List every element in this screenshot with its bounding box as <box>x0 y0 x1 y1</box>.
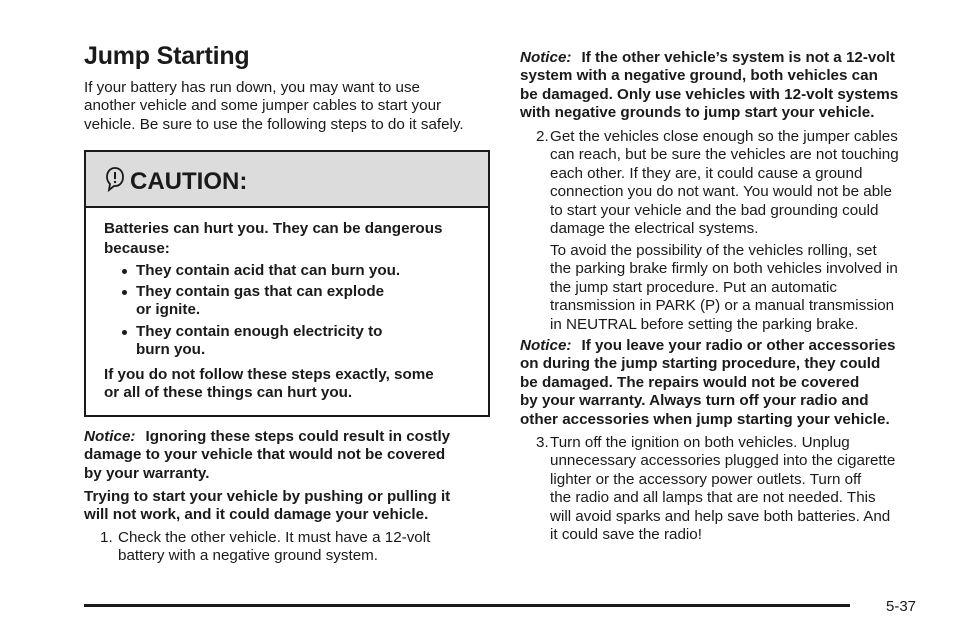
step-line: Get the vehicles close enough so the jumper cables <box>550 128 898 145</box>
step-line: can reach, but be sure the vehicles are not touching <box>550 146 899 164</box>
step-number: 3. <box>536 434 549 451</box>
caution-closing-line: or all of these things can hurt you. <box>104 384 353 402</box>
caution-bullet-line: or ignite. <box>136 301 201 319</box>
warning-line: will not work, and it could damage your vehicle. <box>84 506 429 524</box>
notice-line: with negative grounds to jump start your vehicle. <box>520 104 875 122</box>
notice-line: other accessories when jump starting your vehicle. <box>520 410 890 428</box>
notice-line: damage to your vehicle that would not be covered <box>84 446 446 464</box>
notice-ignoring-steps <box>84 428 494 483</box>
caution-bullet <box>136 283 384 320</box>
step-line: connection you do not want. You would not be able <box>550 183 892 201</box>
caution-bullet-line: They contain acid that can burn you. <box>136 262 401 279</box>
caution-header <box>86 152 488 208</box>
step-line: will avoid sparks and help save both batteries. And <box>550 507 891 525</box>
caution-lead <box>104 220 484 259</box>
bullet-icon <box>122 269 127 274</box>
notice-line: If the other vehicle’s system is not a 12-volt <box>581 49 895 66</box>
page-number: 5-37 <box>886 598 917 615</box>
caution-lead-line: because: <box>104 240 170 258</box>
notice-line: on during the jump starting procedure, they could <box>520 355 881 373</box>
step-line: the radio and all lamps that are not needed. This <box>550 489 876 507</box>
step-line: battery with a negative ground system. <box>118 547 379 565</box>
caution-bullet <box>136 323 382 360</box>
step-1 <box>84 529 494 566</box>
footer-rule <box>84 604 850 607</box>
step-line: Turn off the ignition on both vehicles. Unplug <box>550 434 850 451</box>
caution-closing-line: If you do not follow these steps exactly, some <box>104 366 434 383</box>
paragraph-line: the parking brake firmly on both vehicles involved in <box>550 260 898 278</box>
caution-bullet <box>136 262 400 280</box>
intro-line: vehicle. Be sure to use the following steps to do it safely. <box>84 115 464 133</box>
push-start-warning <box>84 488 494 525</box>
step-number: 2. <box>536 128 549 145</box>
bullet-icon <box>122 330 127 335</box>
step-line: to start your vehicle and the bad grounding could <box>550 201 879 219</box>
step-2 <box>520 128 940 238</box>
step-3 <box>520 434 940 544</box>
caution-title: CAUTION: <box>130 168 248 195</box>
notice-line: If you leave your radio or other accessories <box>581 337 896 354</box>
notice-label: Notice: <box>520 337 572 354</box>
notice-line: by your warranty. Always turn off your radio and <box>520 392 869 410</box>
step-line: lighter or the accessory power outlets. Turn off <box>550 470 862 488</box>
step-line: unnecessary accessories plugged into the cigarette <box>550 452 896 470</box>
page-title: Jump Starting <box>84 42 250 70</box>
caution-bullet-line: burn you. <box>136 341 206 359</box>
intro-paragraph <box>84 79 494 134</box>
step-line: damage the electrical systems. <box>550 220 759 238</box>
notice-line: Ignoring these steps could result in costly <box>145 428 451 445</box>
notice-12-volt <box>520 49 940 123</box>
intro-line: If your battery has run down, you may want to use <box>84 79 420 96</box>
caution-lead-line: Batteries can hurt you. They can be dangerous <box>104 220 443 237</box>
caution-bullet-line: They contain enough electricity to <box>136 323 383 340</box>
notice-line: be damaged. Only use vehicles with 12-volt systems <box>520 85 899 103</box>
notice-label: Notice: <box>520 49 572 66</box>
step-line: each other. If they are, it could cause a ground <box>550 164 863 182</box>
warning-line: Trying to start your vehicle by pushing or pulling it <box>84 488 451 505</box>
paragraph-line: To avoid the possibility of the vehicles rolling, set <box>550 242 877 259</box>
notice-line: be damaged. The repairs would not be covered <box>520 373 860 391</box>
warning-triangle-icon <box>104 166 126 192</box>
notice-label: Notice: <box>84 428 136 445</box>
caution-bullet-line: They contain gas that can explode <box>136 283 385 300</box>
caution-box <box>84 150 490 417</box>
paragraph-line: in NEUTRAL before setting the parking brake. <box>550 315 859 333</box>
step-line: Check the other vehicle. It must have a 12-volt <box>118 529 431 546</box>
notice-line: system with a negative ground, both vehicles can <box>520 67 878 85</box>
bullet-icon <box>122 290 127 295</box>
caution-closing <box>104 366 484 403</box>
parking-brake-paragraph <box>550 242 940 334</box>
intro-line: another vehicle and some jumper cables to start your <box>84 97 442 115</box>
notice-radio-accessories <box>520 337 940 429</box>
paragraph-line: transmission in PARK (P) or a manual transmission <box>550 297 895 315</box>
step-number: 1. <box>100 529 113 546</box>
notice-line: by your warranty. <box>84 464 210 482</box>
paragraph-line: the jump start procedure. Put an automatic <box>550 278 838 296</box>
step-line: it could save the radio! <box>550 526 702 544</box>
